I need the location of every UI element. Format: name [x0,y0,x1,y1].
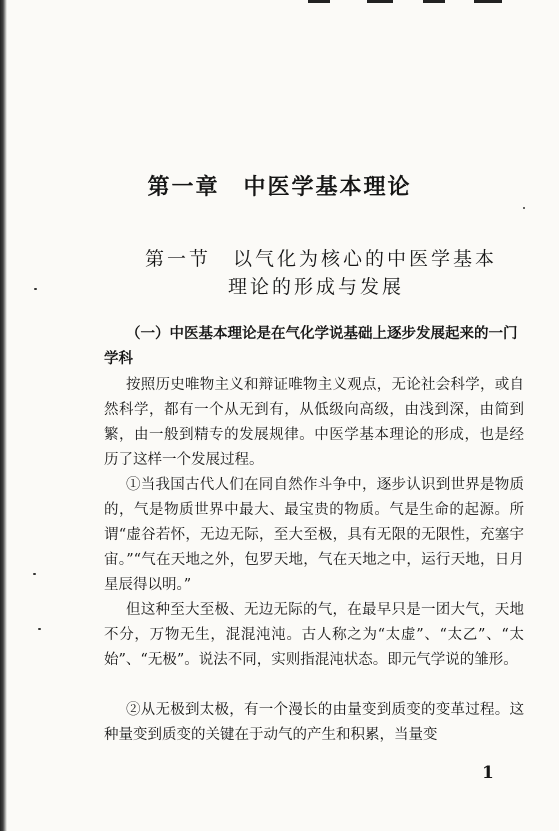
paragraph: ②从无极到太极，有一个漫长的由量变到质变的变革过程。这种量变到质变的关键在于动气的产生和积累，当量变 [104,702,524,743]
top-scan-mark [474,0,502,3]
scan-speck [34,288,37,290]
paragraph: 但这种至大至极、无边无际的气，在最早只是一团大气，天地不分，万物无生，混混沌沌。古人称之为“太虚”、“太乙”、“太始”、“无极”。说法不同，实则指混沌状态。即元气学说的雏形。 [104,602,524,668]
scan-speck [38,628,41,630]
page-number: 1 [482,763,494,783]
scan-shadow-edge [0,0,7,831]
section-title-line-1: 第一节 以气化为核心的中医学基本 [145,248,498,270]
scan-speck [523,207,525,209]
chapter-title: 第一章 中医学基本理论 [147,174,412,200]
top-scan-mark [367,0,393,3]
section-title-line-2: 理论的形成与发展 [228,276,405,298]
subsection-heading: （一）中医基本理论是在气化学说基础上逐步发展起来的一门学科 [104,326,518,367]
top-scan-mark [423,0,445,3]
paragraph: ①当我国古代人们在同自然作斗争中，逐步认识到世界是物质的，气是物质世界中最大、最宝贵的物质。气是生命的起源。所谓“虚谷若怀，无边无际，至大至极，具有无限的无限性，充塞宇宙。”“气在天地之外，包罗天地，气在天地之中，运行天地，日月星辰得以明。” [104,477,524,593]
paragraph: 按照历史唯物主义和辩证唯物主义观点，无论社会科学，或自然科学，都有一个从无到有，从低级向高级，由浅到深，由简到繁，由一般到精专的发展规律。中医学基本理论的形成，也是经历了这样一个发展过程。 [104,377,524,468]
top-scan-mark [308,0,330,3]
scan-speck [33,573,36,575]
